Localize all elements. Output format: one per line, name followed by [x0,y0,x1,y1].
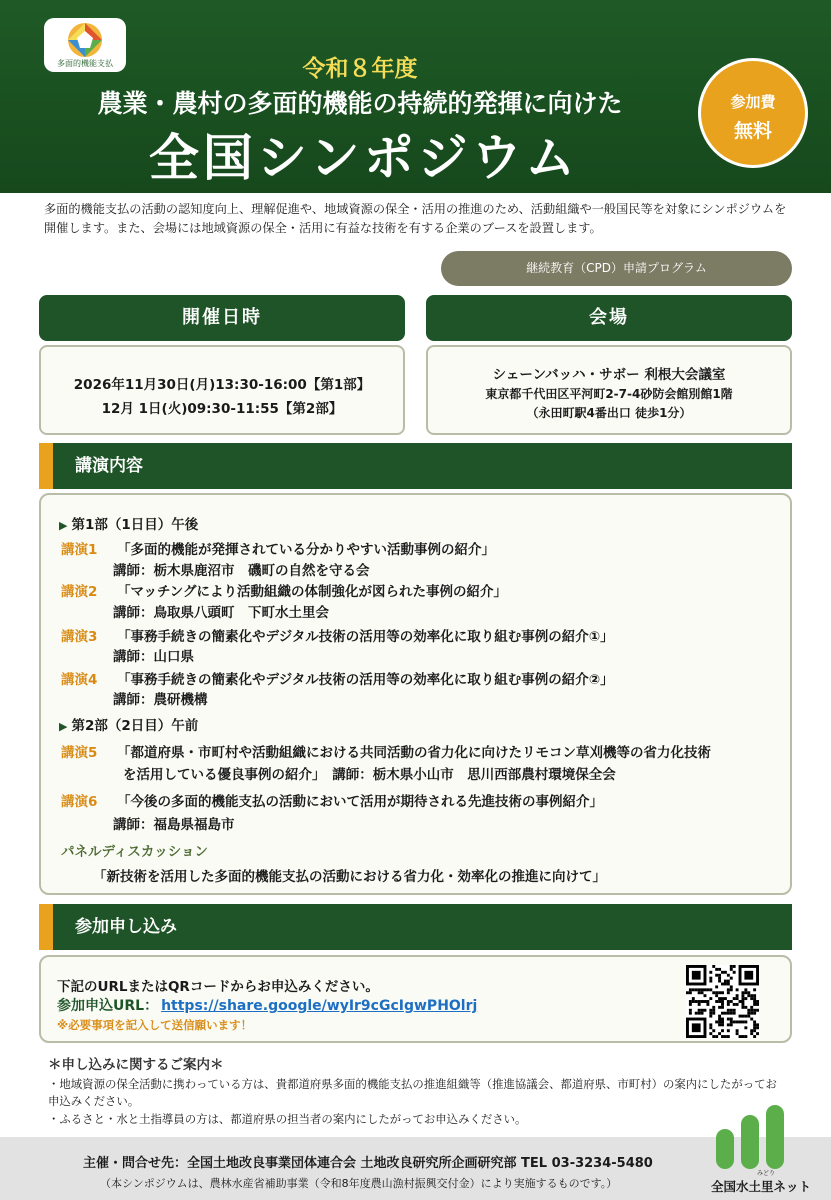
lecture-6-num: 講演6 [61,794,98,810]
apply-url-row [57,995,477,1015]
qr-code[interactable] [686,965,759,1038]
venue-box [426,345,792,435]
lecture-4-num: 講演4 [61,672,98,688]
lecture-2-title: 「マッチングにより活動組織の体制強化が図られた事例の紹介」 [117,584,508,600]
event-subtitle: 農業・農村の多面的機能の持続的発揮に向けた [97,89,623,118]
brand-name: 全国水土里ネット [710,1179,811,1194]
lecture-4-speaker: 講師：農研機構 [113,692,208,708]
lecture-4-title: 「事務手続きの簡素化やデジタル技術の活用等の効率化に取り組む事例の紹介②」 [117,672,614,688]
intro-text: 多面的機能支払の活動の認知度向上、理解促進や、地域資源の保全・活用の推進のため、活動組織や一般国民等を対象にシンポジウムを開催します。また、会場には地域資源の保全・活用に有益な技術を有する企業のブースを設置します。 [44,202,787,235]
cpd-badge: 継続教育（CPD）申請プログラム [441,251,792,286]
apply-instructions: 下記のURLまたはQRコードからお申込みください。 [57,979,379,995]
apply-heading: 参加申し込み [39,904,792,950]
triangle-icon: ▶ [59,519,68,532]
fee-badge [698,58,808,168]
schedule-day1: 2026年11月30日(月)13:30-16:00【第1部】 [73,377,371,393]
part1-heading [59,513,198,533]
lecture-6-title: 「今後の多面的機能支払の活動において活用が期待される先進技術の事例紹介」 [117,794,603,810]
event-title: 全国シンポジウム [148,129,580,187]
part2-label: 第2部（2日目）午前 [71,718,199,734]
lectures-box [39,493,792,895]
lecture-1-title: 「多面的機能が発揮されている分かりやすい活動事例の紹介」 [117,542,495,558]
lecture-3-speaker: 講師：山口県 [113,649,194,665]
triangle-icon: ▶ [59,720,68,733]
notes-title: ＊申し込みに関するご案内＊ [48,1057,224,1073]
venue-address: 東京都千代田区平河町2-7-4砂防会館別館1階 [485,387,733,401]
lecture-1-num: 講演1 [61,542,98,558]
note-1: ・地域資源の保全活動に携わっている方は、貴都道府県多面的機能支払の推進組織等（推進協議会、都道府県、市町村）の案内にしたがってお申込みください。 [48,1077,777,1108]
apply-box [39,955,792,1043]
panel-title: 「新技術を活用した多面的機能支払の活動における省力化・効率化の推進に向けて」 [93,869,606,885]
footer-contact: 主催・問合せ先：全国土地改良事業団体連合会 土地改良研究所企画研究部 TEL 03-3234-5480 [83,1156,653,1171]
venue-access: （永田町駅4番出口 徒歩1分） [526,406,692,420]
brand-logo [706,1105,816,1195]
lecture-5-title: 「都道府県・市町村や活動組織における共同活動の省力化に向けたリモコン草刈機等の省力化技術 [117,745,711,761]
logo-text: 多面的機能支払 [57,59,113,68]
panel-label: パネルディスカッション [61,844,209,860]
schedule-heading: 開催日時 [39,295,405,341]
part2-heading [59,714,198,734]
lecture-5-num: 講演5 [61,745,98,761]
venue-heading: 会場 [426,295,792,341]
fee-label: 参加費 [730,93,776,111]
apply-note: ※必要事項を記入して送信願います！ [57,1018,253,1032]
schedule-day2: 12月 1日(火)09:30-11:55【第2部】 [101,401,343,417]
schedule-box [39,345,405,435]
part1-label: 第1部（1日目）午後 [71,517,199,533]
lecture-1-speaker: 講師：栃木県鹿沼市 磯町の自然を守る会 [113,563,370,579]
note-2: ・ふるさと・水と土指導員の方は、都道府県の担当者の案内にしたがってお申込みください。 [48,1112,527,1126]
venue-name: シェーンバッハ・サボー 利根大会議室 [492,367,726,383]
apply-url-label: 参加申込URL： [57,998,159,1014]
lecture-5-speaker: を活用している優良事例の紹介」 講師：栃木県小山市 思川西部農村環境保全会 [123,767,616,783]
lectures-heading: 講演内容 [39,443,792,489]
lecture-3-title: 「事務手続きの簡素化やデジタル技術の活用等の効率化に取り組む事例の紹介①」 [117,629,614,645]
footer-subsidy: （本シンポジウムは、農林水産省補助事業（令和8年度農山漁村振興交付金）により実施するものです。） [100,1177,618,1190]
lecture-2-num: 講演2 [61,584,98,600]
fee-value: 無料 [733,120,772,142]
brand-ruby: みどり [757,1170,776,1177]
event-year: 令和８年度 [302,56,418,82]
apply-url-link[interactable]: https://share.google/wyIr9cGcIgwPHOlrj [161,998,478,1014]
header-banner [0,0,831,193]
lecture-6-speaker: 講師：福島県福島市 [113,817,235,833]
lecture-3-num: 講演3 [61,629,98,645]
lecture-2-speaker: 講師：鳥取県八頭町 下町水土里会 [113,605,329,621]
